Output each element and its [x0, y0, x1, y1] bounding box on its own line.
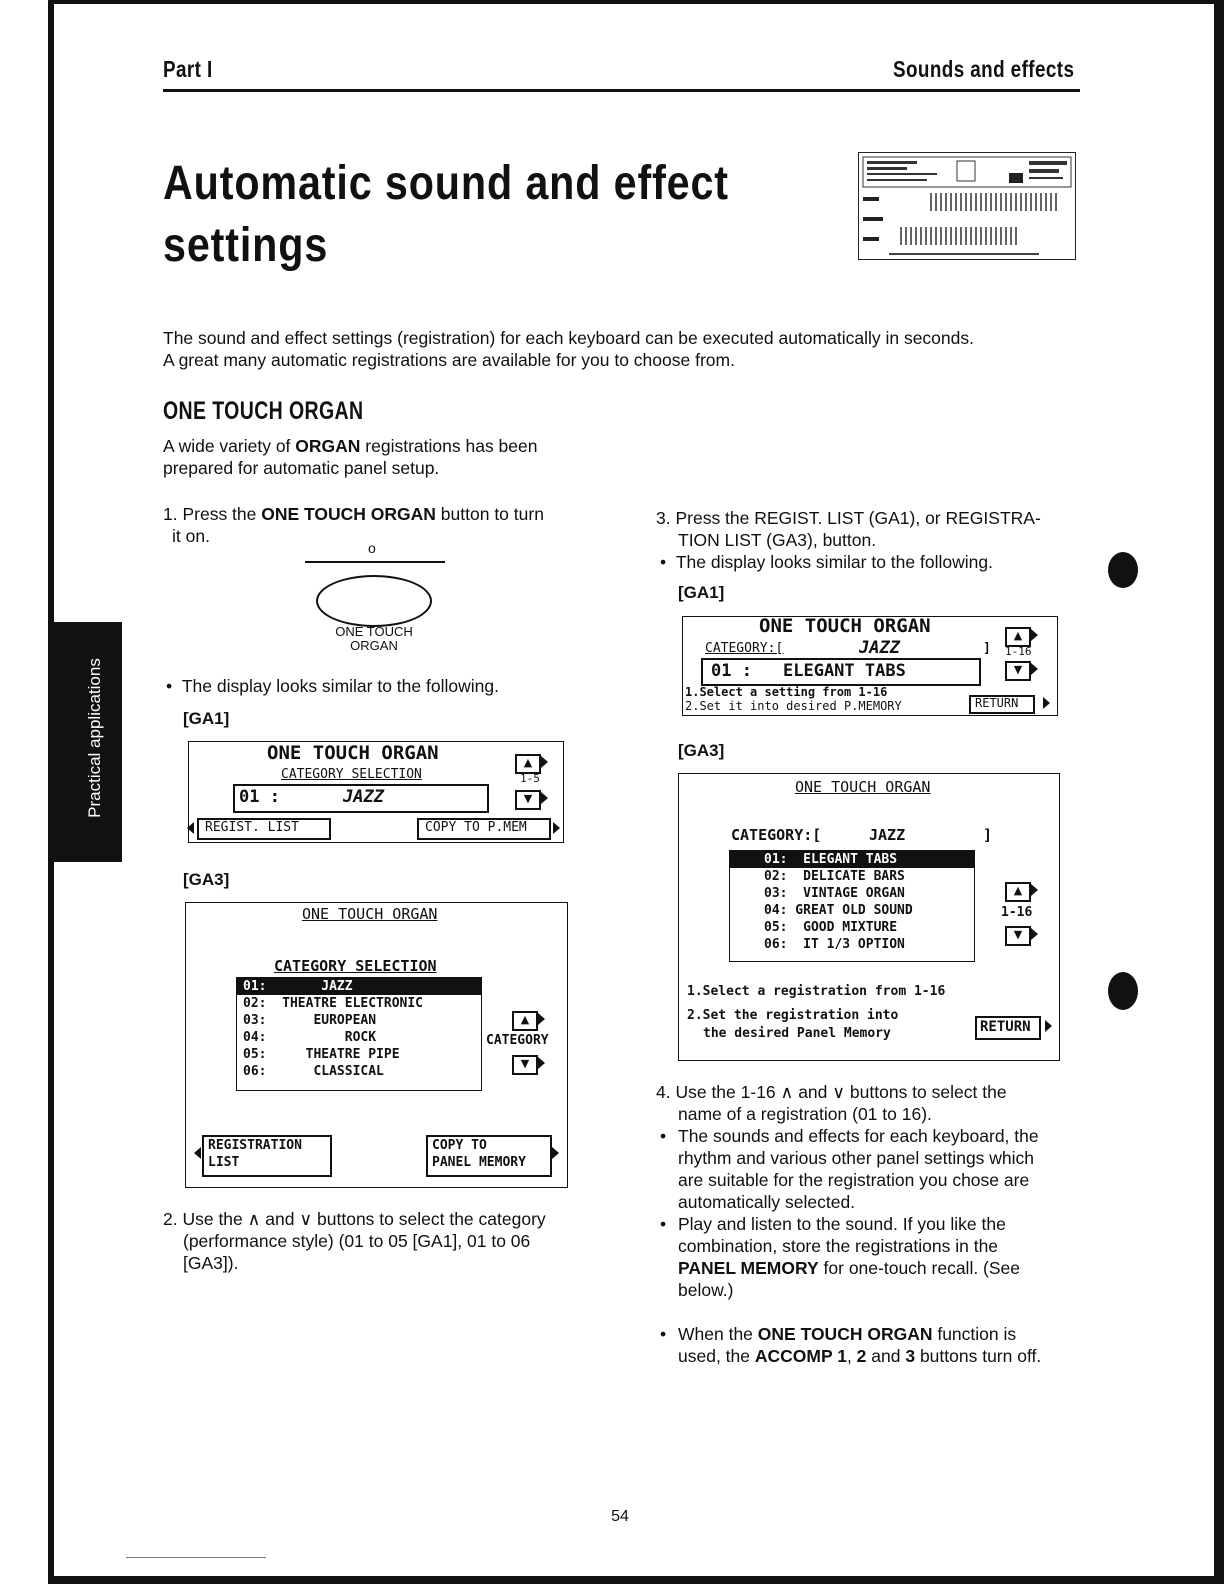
ga1-right-cat-close: ]: [983, 641, 991, 656]
b3-l2-mid: ,: [846, 1346, 857, 1366]
step4-bullet1: [660, 1125, 1039, 1213]
button-label-line2: ORGAN: [350, 638, 398, 653]
intro-line1: The sound and effect settings (registration) for each keyboard can be executed automatically in seconds.: [163, 328, 974, 348]
ga3-right-range: 1-16: [1001, 905, 1033, 920]
ga1-left-title: ONE TOUCH ORGAN: [267, 742, 439, 764]
ga3-right-down-button[interactable]: ▼: [1005, 926, 1031, 946]
ga3-right-hint2a: 2.Set the registration into: [687, 1008, 899, 1023]
b3-post: function is: [932, 1324, 1017, 1344]
header-section: Sounds and effects: [893, 56, 1075, 82]
section-desc-post: registrations has been: [360, 436, 538, 456]
ga3-copy-label2: PANEL MEMORY: [432, 1155, 526, 1170]
step4-b1-line3: are suitable for the registration you chose are: [678, 1170, 1030, 1190]
indicator-lamp: o: [368, 540, 376, 556]
page-border-right: [1214, 0, 1224, 1584]
ga1-left-sub: CATEGORY SELECTION: [281, 767, 422, 782]
ga1-right-return-label: RETURN: [975, 696, 1019, 710]
ga1-right-title: ONE TOUCH ORGAN: [759, 615, 931, 637]
ga1-left-up-button[interactable]: ▲: [515, 754, 541, 774]
ga3-right-down-arrow-icon: [1031, 928, 1038, 940]
step4-line2: name of a registration (01 to 16).: [678, 1104, 932, 1124]
section-desc-line2: prepared for automatic panel setup.: [163, 458, 440, 478]
page-border-bottom: [48, 1576, 1224, 1584]
list-item[interactable]: 05: GOOD MIXTURE: [764, 920, 898, 935]
ga1-right-cat-label: CATEGORY:[: [705, 641, 784, 656]
step4-b1-line1: The sounds and effects for each keyboard, the: [678, 1126, 1039, 1146]
b3-l2-bold2: 2: [856, 1346, 867, 1366]
ga3-right-cat-close: ]: [983, 826, 993, 844]
bottom-rule: [126, 1557, 266, 1558]
ga3-copy-panel-memory-button[interactable]: [426, 1135, 552, 1177]
ga1-right-down-button[interactable]: ▼: [1005, 661, 1031, 681]
list-item[interactable]: 03: EUROPEAN: [243, 1013, 377, 1028]
page-border-top: [48, 0, 1224, 4]
step1-line2: it on.: [172, 526, 210, 546]
ga3-right-return-button[interactable]: [975, 1016, 1041, 1040]
ga1-left-value: JAZZ: [343, 787, 384, 807]
button-label-line1: ONE TOUCH: [335, 624, 413, 639]
b3-pre: When the: [678, 1324, 758, 1344]
ga1-left-num: 01 :: [239, 787, 280, 807]
ga3-left-up-arrow-icon: [538, 1013, 545, 1025]
ga1-right-return-button[interactable]: [969, 695, 1035, 714]
section-desc-line1: [163, 435, 538, 457]
ga3-right-up-button[interactable]: ▲: [1005, 882, 1031, 902]
bullet-dot: •: [166, 676, 182, 696]
list-item[interactable]: 06: IT 1/3 OPTION: [764, 937, 905, 952]
step3-line2: TION LIST (GA3), button.: [678, 530, 877, 550]
step4-b2-line2: combination, store the registrations in the: [678, 1236, 999, 1256]
step1-bold: ONE TOUCH ORGAN: [261, 504, 436, 524]
ga3-registration-list-label1: REGISTRATION: [208, 1138, 302, 1153]
step4-b1-line2: rhythm and various other panel settings which: [678, 1148, 1035, 1168]
ga3-right-up-arrow-icon: [1031, 884, 1038, 896]
step4-b3-line2: [678, 1345, 1041, 1367]
step4-b2-bold: PANEL MEMORY: [678, 1258, 819, 1278]
step4-bullet3: [660, 1323, 1041, 1367]
list-item[interactable]: 02: THEATRE ELECTRONIC: [243, 996, 424, 1011]
step2-line1: 2. Use the ∧ and ∨ buttons to select the category: [163, 1209, 546, 1229]
ga1-left-tag: [GA1]: [183, 709, 230, 728]
ga1-right-return-arrow-icon: [1043, 697, 1050, 709]
header-part: Part I: [163, 56, 213, 82]
ga3-left-down-arrow-icon: [538, 1057, 545, 1069]
side-tab: [54, 622, 122, 862]
list-item[interactable]: 04: GREAT OLD SOUND: [764, 903, 913, 918]
ga1-right-down-arrow-icon: [1031, 663, 1038, 675]
step1-post: button to turn: [435, 504, 544, 524]
ga1-left-right-arrow-icon: [553, 822, 560, 834]
step1-pre: 1. Press the: [163, 504, 262, 524]
step4-bullet2: [660, 1213, 1020, 1301]
page-number: 54: [611, 1508, 629, 1525]
ga3-registration-list-button[interactable]: [202, 1135, 332, 1177]
step4-b1-line4: automatically selected.: [678, 1192, 856, 1212]
step3-bullet-text: The display looks similar to the following.: [675, 552, 993, 572]
ga1-copy-pmem-button[interactable]: [417, 818, 551, 840]
b3-l2-pre: used, the: [678, 1346, 755, 1366]
header-rule: [163, 89, 1080, 92]
ga3-right-tag: [GA3]: [678, 741, 725, 760]
ga1-right-hint1: 1.Select a setting from 1-16: [685, 685, 888, 699]
section-desc-bold: ORGAN: [295, 436, 361, 456]
ga1-right-hint2: 2.Set it into desired P.MEMORY: [685, 699, 902, 713]
ga1-copy-pmem-label: COPY TO P.MEM: [425, 820, 527, 835]
ga1-right-value-box: [701, 658, 981, 686]
ga1-regist-list-label: REGIST. LIST: [205, 820, 299, 835]
ga3-right-cat-label: CATEGORY:[: [731, 826, 822, 844]
list-item[interactable]: 06: CLASSICAL: [243, 1064, 384, 1079]
ga3-left-display: [185, 902, 568, 1188]
ga1-left-display: [188, 741, 564, 843]
step4-b2-line3: [678, 1257, 1020, 1279]
ga1-right-value: ELEGANT TABS: [783, 661, 906, 681]
b3-l2-mid2: and: [866, 1346, 906, 1366]
ga1-left-up-arrow-icon: [541, 756, 548, 768]
keyboard-panel-illustration: [858, 152, 1076, 260]
step2-line2: (performance style) (01 to 05 [GA1], 01 to 06: [183, 1231, 531, 1251]
ga1-right-cat-value: JAZZ: [859, 638, 900, 658]
margin-dot-2: [1108, 972, 1138, 1010]
list-item[interactable]: 04: ROCK: [243, 1030, 377, 1045]
side-tab-label: Practical applications: [85, 658, 104, 818]
b3-l2-post: buttons turn off.: [915, 1346, 1042, 1366]
ga3-registration-list-label2: LIST: [208, 1155, 240, 1170]
step4-b2-line1: Play and listen to the sound. If you like the: [678, 1214, 1006, 1234]
organ-panel-icon: [859, 153, 1075, 259]
ga3-right-list: [729, 850, 975, 962]
step2-line3: [GA3]).: [183, 1253, 239, 1273]
ga3-left-sub: CATEGORY SELECTION: [274, 957, 437, 975]
list-item[interactable]: 01: ELEGANT TABS: [730, 851, 974, 868]
ga3-left-category-label: CATEGORY: [486, 1033, 549, 1048]
ga3-right-cat-value: JAZZ: [869, 826, 906, 844]
ga3-right-return-arrow-icon: [1045, 1020, 1052, 1032]
step1-bullet-text: The display looks similar to the following.: [181, 676, 499, 696]
bullet-dot: •: [660, 1214, 667, 1234]
ga3-left-down-button[interactable]: ▼: [512, 1055, 538, 1075]
bullet-dot: •: [660, 1126, 667, 1146]
ga1-right-display: [682, 616, 1058, 716]
step4-b2-line4: below.): [678, 1280, 734, 1300]
step3-line1: 3. Press the REGIST. LIST (GA1), or REGISTRA-: [656, 508, 1041, 528]
b3-l2-bold3: 3: [905, 1346, 916, 1366]
ga3-left-left-arrow-icon: [194, 1147, 201, 1159]
list-item[interactable]: 05: THEATRE PIPE: [243, 1047, 400, 1062]
page-title-line2: settings: [163, 219, 329, 272]
ga3-right-display: [678, 773, 1060, 1061]
b3-bold: ONE TOUCH ORGAN: [757, 1324, 933, 1344]
ga3-left-title: ONE TOUCH ORGAN: [302, 905, 438, 923]
ga1-right-tag: [GA1]: [678, 583, 725, 602]
step1-bullet: [166, 675, 499, 697]
page-title-line1: Automatic sound and effect: [163, 157, 729, 210]
intro-line2: A great many automatic registrations are available for you to choose from.: [163, 350, 735, 370]
step4-b3-line1: [678, 1323, 1041, 1345]
margin-dot-1: [1108, 552, 1138, 588]
ga3-left-tag: [GA3]: [183, 870, 230, 889]
ga3-left-list: [236, 977, 482, 1091]
ga1-right-up-button[interactable]: ▲: [1005, 627, 1031, 647]
lamp-rule: [305, 561, 445, 563]
step4-line1: 4. Use the 1-16 ∧ and ∨ buttons to select the: [656, 1082, 1007, 1102]
ga1-left-value-box: [233, 784, 489, 813]
step1-line1: [163, 503, 544, 525]
ga3-left-up-button[interactable]: ▲: [512, 1011, 538, 1031]
section-desc-pre: A wide variety of: [163, 436, 296, 456]
one-touch-organ-button[interactable]: [316, 575, 432, 627]
ga1-regist-list-button[interactable]: [197, 818, 331, 840]
list-item[interactable]: 03: VINTAGE ORGAN: [764, 886, 905, 901]
ga1-left-down-arrow-icon: [541, 792, 548, 804]
ga1-left-down-button[interactable]: ▼: [515, 790, 541, 810]
ga1-right-range: 1-16: [1005, 645, 1032, 658]
ga3-copy-label1: COPY TO: [432, 1138, 487, 1153]
bullet-dot: •: [660, 1324, 667, 1344]
ga1-left-left-arrow-icon: [187, 822, 194, 834]
ga3-left-right-arrow-icon: [552, 1147, 559, 1159]
ga3-right-hint1: 1.Select a registration from 1-16: [687, 984, 946, 999]
step3-bullet: [660, 551, 993, 573]
section-title: ONE TOUCH ORGAN: [163, 397, 364, 425]
step4-b2-post: for one-touch recall. (See: [818, 1258, 1021, 1278]
ga1-right-up-arrow-icon: [1031, 629, 1038, 641]
ga3-right-return-label: RETURN: [980, 1019, 1031, 1035]
ga1-right-num: 01 :: [711, 661, 752, 681]
ga3-right-title: ONE TOUCH ORGAN: [795, 778, 931, 796]
b3-l2-bold: ACCOMP 1: [754, 1346, 847, 1366]
bullet-dot: •: [660, 552, 676, 572]
list-item[interactable]: 01: JAZZ: [237, 978, 481, 995]
list-item[interactable]: 02: DELICATE BARS: [764, 869, 905, 884]
ga3-right-hint2b: the desired Panel Memory: [703, 1026, 891, 1041]
ga1-left-range: 1-5: [520, 772, 540, 785]
